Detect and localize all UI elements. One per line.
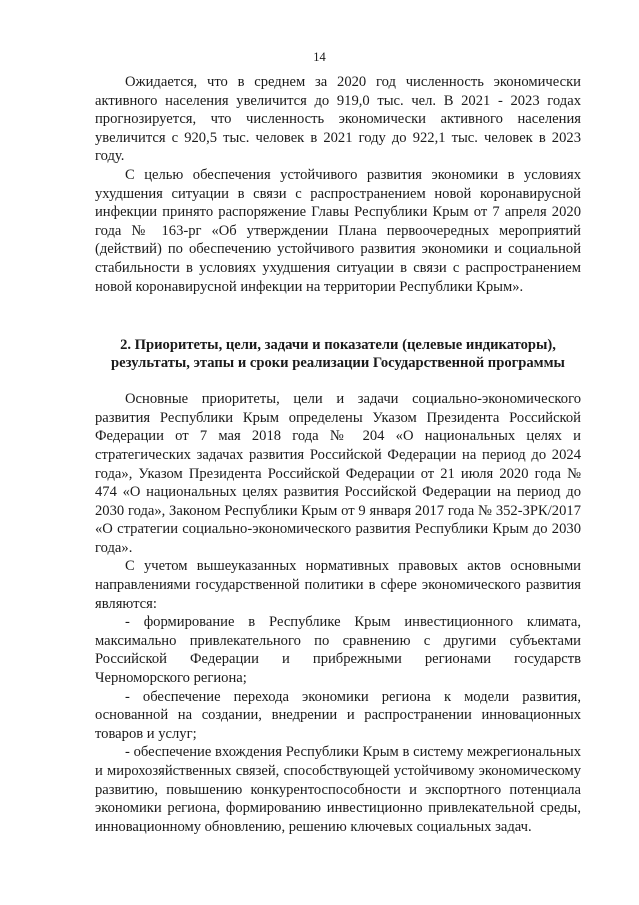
- list-item-investment-climate: - формирование в Республике Крым инвестиционного климата, максимально привлекательного по сравнению с другими субъектами Российской Федерации и прибрежными регионами государств Черноморского региона;: [95, 614, 581, 687]
- section-heading: [95, 336, 581, 372]
- paragraph-policy-directions: С учетом вышеуказанных нормативных правовых актов основными направлениями государственной политики в сфере экономического развития являются:: [95, 558, 581, 612]
- paragraph-labor-force-forecast: Ожидается, что в среднем за 2020 год численность экономически активного населения увеличится до 919,0 тыс. чел. В 2021 - 2023 годах прогнозируется, что численность экономически активного населения увеличится с 920,5 тыс. человек в 2021 году до 922,1 тыс. человек в 2023 году.: [95, 74, 581, 165]
- page-body: [95, 73, 581, 836]
- section-heading-line-1: 2. Приоритеты, цели, задачи и показатели (целевые индикаторы),: [120, 337, 556, 354]
- section-heading-line-2: результаты, этапы и сроки реализации Государственной программы: [111, 355, 565, 372]
- list-item-innovation-model: - обеспечение перехода экономики региона к модели развития, основанной на создании, внедрении и распространении инновационных товаров и услуг;: [95, 688, 581, 742]
- list-item-interregional-ties: - обеспечение вхождения Республики Крым в систему межрегиональных и мирохозяйственных связей, способствующей устойчивому экономическому развитию, повышению конкурентоспособности и экспортного потенциала экономики региона, формированию инвестиционно привлекательной среды, инновационному обновлению, решению ключевых социальных задач.: [95, 744, 581, 835]
- paragraph-covid-order: С целью обеспечения устойчивого развития экономики в условиях ухудшения ситуации в связи с распространением новой коронавирусной инфекции принято распоряжение Главы Республики Крым от 7 апреля 2020 года № 163-рг «Об утверждении Плана первоочередных мероприятий (действий) по обеспечению устойчивого развития экономики и социальной стабильности в условиях ухудшения ситуации в связи с распространением новой коронавирусной инфекции на территории Республики Крым».: [95, 166, 581, 295]
- paragraph-priorities: Основные приоритеты, цели и задачи социально-экономического развития Республики Крым определены Указом Президента Российской Федерации от 7 мая 2018 года № 204 «О национальных целях и стратегических задачах развития Российской Федерации на период до 2024 года», Указом Президента Российской Федерации от 21 июля 2020 года № 474 «О национальных целях развития Российской Федерации на период до 2030 года», Законом Республики Крым от 9 января 2017 года № 352-ЗРК/2017 «О стратегии социально-экономического развития Республики Крым до 2030 года».: [95, 391, 581, 556]
- page-number: 14: [313, 50, 326, 64]
